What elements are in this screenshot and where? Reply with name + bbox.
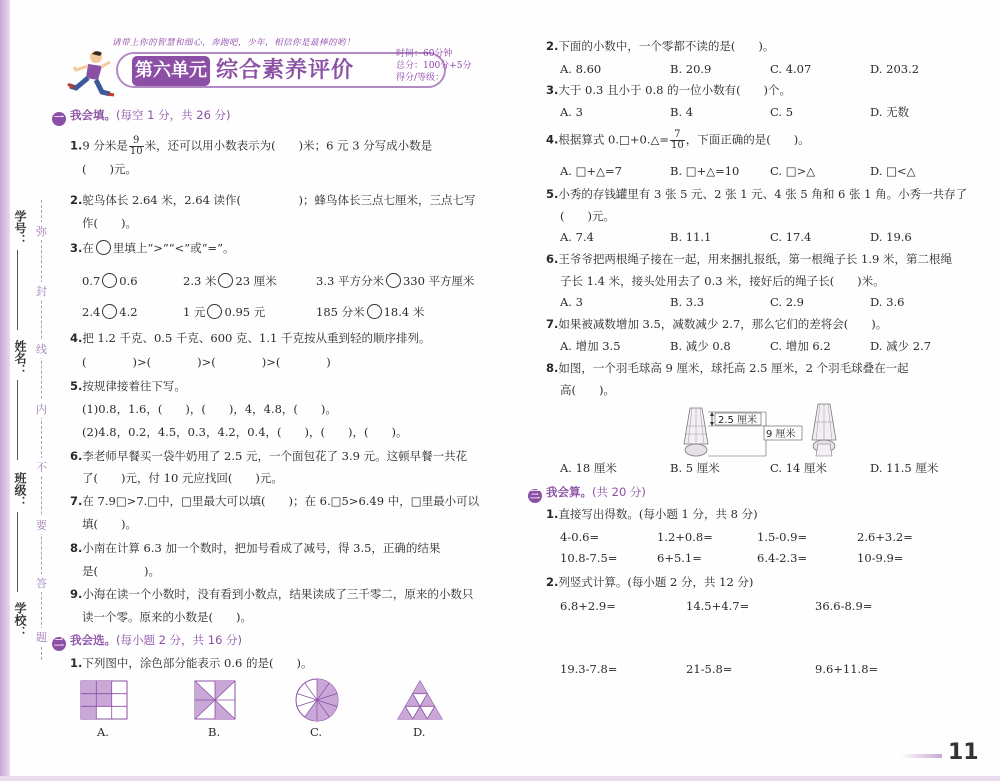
question-1-8-cont: 是( )。	[82, 564, 160, 578]
option[interactable]: A. 7.4	[560, 230, 594, 244]
seal-char: 要	[36, 516, 47, 534]
figure-c-circle[interactable]	[295, 678, 339, 722]
compare-row-1: 0.7 0.6	[82, 274, 138, 288]
section-title: 我会算。	[546, 485, 592, 499]
option[interactable]: D. □<△	[870, 164, 916, 178]
question-1-2: 2.鸵鸟体长 2.64 米，2.64 读作( )；蜂鸟体长三点七厘米，三点七写	[70, 193, 476, 207]
slogan: 请带上你的智慧和细心，奔跑吧，少年，相信你是最棒的哟！	[112, 38, 356, 48]
option[interactable]: D. 11.5 厘米	[870, 461, 939, 475]
page-number: 11	[948, 740, 979, 765]
question-3-1: 1.直接写出得数。(每小题 1 分，共 8 分)	[546, 507, 758, 521]
student-number-label: 学号：	[13, 210, 27, 246]
school-label: 学校：	[13, 602, 27, 638]
shuttlecock-figure	[680, 400, 850, 458]
option[interactable]: B. 20.9	[670, 62, 712, 76]
question-1-6-cont: 了( )元，付 10 元应找回( )元。	[82, 471, 283, 485]
page-number-ribbon	[900, 754, 942, 758]
option[interactable]: C. 5	[770, 105, 794, 119]
option[interactable]: B. 4	[670, 105, 694, 119]
option[interactable]: C. 14 厘米	[770, 461, 827, 475]
option[interactable]: D. 减少 2.7	[870, 339, 932, 353]
figure-d-triangle[interactable]	[397, 680, 443, 720]
option[interactable]: A. 3	[560, 295, 583, 309]
question-2-6-cont: 子长 1.4 米，接头处用去了 0.3 米，接好后的绳子长( )米。	[560, 274, 885, 288]
option[interactable]: B. 11.1	[670, 230, 712, 244]
option[interactable]: C. 4.07	[770, 62, 812, 76]
answer-circle	[96, 240, 111, 255]
compare-circle[interactable]	[386, 273, 401, 288]
compare-row-2: 1 元 0.95 元	[183, 305, 266, 319]
seal-char: 题	[36, 628, 47, 646]
option[interactable]: B. 3.3	[670, 295, 705, 309]
vertical-calc-item[interactable]: 6.8+2.9=	[560, 599, 616, 613]
option-b-label: B.	[208, 725, 221, 739]
name-label: 姓名：	[13, 340, 27, 376]
vertical-calc-item[interactable]: 36.6-8.9=	[815, 599, 873, 613]
page-title: 综合素养评价	[216, 58, 355, 83]
option[interactable]: B. □+△=10	[670, 164, 740, 178]
section-points: (每空 1 分，共 26 分)	[116, 108, 231, 122]
compare-circle[interactable]	[207, 304, 222, 319]
option[interactable]: D. 19.6	[870, 230, 912, 244]
oral-calc-item[interactable]: 2.6+3.2=	[857, 530, 913, 544]
binding-strip	[8, 200, 54, 660]
compare-row-2: 185 分米 18.4 米	[316, 305, 425, 319]
question-2-8: 8.如图，一个羽毛球高 9 厘米，球托高 2.5 厘米，2 个羽毛球叠在一起	[546, 361, 909, 375]
question-1-9-cont: 读一个零。原来的小数是( )。	[82, 610, 252, 624]
option[interactable]: C. 2.9	[770, 295, 804, 309]
option[interactable]: B. 5 厘米	[670, 461, 720, 475]
question-2-2: 2.下面的小数中，一个零都不读的是( )。	[546, 39, 775, 53]
bottom-color-band	[0, 776, 1000, 781]
question-1-7: 7.在 7.9□>7.□中，□里最大可以填( )；在 6.□5>6.49 中，□里最小可以	[70, 494, 480, 508]
oral-calc-item[interactable]: 10.8-7.5=	[560, 551, 618, 565]
option-a-label: A.	[97, 725, 109, 739]
oral-calc-item[interactable]: 10-9.9=	[857, 551, 904, 565]
section-title: 我会填。	[70, 108, 116, 122]
unit-header	[60, 34, 472, 100]
oral-calc-item[interactable]: 1.2+0.8=	[657, 530, 713, 544]
cork-height-label: 2.5 厘米	[718, 415, 758, 426]
option[interactable]: A. 增加 3.5	[560, 339, 621, 353]
oral-calc-item[interactable]: 6.4-2.3=	[757, 551, 808, 565]
option[interactable]: A. 8.60	[560, 62, 602, 76]
vertical-calc-item[interactable]: 21-5.8=	[686, 662, 733, 676]
name-blank[interactable]	[17, 380, 18, 460]
question-3-2: 2.列竖式计算。(每小题 2 分，共 12 分)	[546, 575, 754, 589]
oral-calc-item[interactable]: 4-0.6=	[560, 530, 600, 544]
option[interactable]: A. 18 厘米	[560, 461, 617, 475]
compare-circle[interactable]	[218, 273, 233, 288]
class-label: 班级：	[13, 472, 27, 508]
figure-a-grid[interactable]	[80, 680, 128, 720]
question-1-5-sub1: (1)0.8，1.6，( )，( )，4，4.8，( )。	[82, 402, 337, 416]
compare-row-1: 3.3 平方分米 330 平方厘米	[316, 274, 475, 288]
option[interactable]: C. 增加 6.2	[770, 339, 831, 353]
figure-b-square[interactable]	[194, 680, 236, 720]
runner-illustration	[66, 48, 116, 100]
compare-circle[interactable]	[367, 304, 382, 319]
section-2-heading	[52, 632, 242, 651]
oral-calc-item[interactable]: 1.5-0.9=	[757, 530, 808, 544]
class-blank[interactable]	[17, 512, 18, 592]
compare-circle[interactable]	[102, 273, 117, 288]
section-title: 我会选。	[70, 633, 116, 647]
exam-meta	[396, 48, 471, 84]
option[interactable]: B. 减少 0.8	[670, 339, 731, 353]
question-1-9: 9.小海在读一个小数时，没有看到小数点，结果读成了三千零二，原来的小数只	[70, 587, 474, 601]
oral-calc-item[interactable]: 6+5.1=	[657, 551, 702, 565]
question-2-1: 1.下列图中，涂色部分能表示 0.6 的是( )。	[70, 656, 313, 670]
option[interactable]: D. 203.2	[870, 62, 920, 76]
score-info: 总分：100分+5分	[396, 61, 472, 71]
question-2-4: 4.根据算式 0.□+0.△= $\frac{7}{10}$ ，下面正确的是( )。	[546, 129, 810, 151]
option[interactable]: A. 3	[560, 105, 583, 119]
question-1-8: 8.小南在计算 6.3 加一个数时，把加号看成了减号，得 3.5，正确的结果	[70, 541, 441, 555]
question-2-3: 3.大于 0.3 且小于 0.8 的一位小数有( )个。	[546, 83, 792, 97]
unit-tag: 第六单元	[132, 56, 210, 86]
question-2-5: 5.小秀的存钱罐里有 3 张 5 元、2 张 1 元、4 张 5 角和 6 张 1 角。小秀一共存了	[546, 187, 968, 201]
compare-row-2: 2.4 4.2	[82, 305, 138, 319]
option-d-label: D.	[413, 725, 426, 739]
question-1-1: 1.9 分米是 $\frac{9}{10}$ 米，还可以用小数表示为( )米；6 元 3 分写成小数是	[70, 135, 433, 157]
grade-field[interactable]: 得分/等级：	[396, 73, 445, 83]
section-points: (共 20 分)	[592, 485, 646, 499]
question-2-7: 7.如果被减数增加 3.5，减数减少 2.7，那么它们的差将会( )。	[546, 317, 888, 331]
question-1-6: 6.李老师早餐买一袋牛奶用了 2.5 元，一个面包花了 3.9 元。这顿早餐一共花	[70, 449, 468, 463]
vertical-calc-item[interactable]: 19.3-7.8=	[560, 662, 618, 676]
time-info: 时间：60分钟	[396, 49, 453, 59]
seal-char: 不	[36, 458, 47, 476]
question-1-5-sub2: (2)4.8，0.2，4.5，0.3，4.2，0.4，( )，( )，( )。	[82, 425, 408, 439]
compare-row-1: 2.3 米 23 厘米	[183, 274, 277, 288]
question-2-5-cont: ( )元。	[560, 209, 615, 223]
shuttle-height-label: 9 厘米	[766, 429, 796, 440]
question-1-2-cont: 作( )。	[82, 216, 137, 230]
vertical-calc-item[interactable]: 9.6+11.8=	[815, 662, 879, 676]
option[interactable]: D. 3.6	[870, 295, 905, 309]
seal-char: 内	[36, 400, 47, 418]
question-2-8-cont: 高( )。	[560, 383, 615, 397]
compare-circle[interactable]	[102, 304, 117, 319]
question-1-3: 3.在 里填上“>”“<”或“=”。	[70, 241, 235, 255]
section-1-heading	[52, 107, 231, 126]
student-number-blank[interactable]	[17, 250, 18, 330]
shuttlecock-icon	[684, 408, 708, 456]
question-1-7-cont: 填( )。	[82, 517, 137, 531]
section-number-badge: 一	[54, 113, 64, 124]
question-1-4: 4.把 1.2 千克、0.5 千克、600 克、1.1 千克按从重到轻的顺序排列。	[70, 331, 431, 345]
option[interactable]: C. □>△	[770, 164, 816, 178]
option[interactable]: A. □+△=7	[560, 164, 622, 178]
section-points: (每小题 2 分，共 16 分)	[116, 633, 243, 647]
option[interactable]: C. 17.4	[770, 230, 812, 244]
question-1-1-cont: ( )元。	[82, 162, 137, 176]
seal-char: 弥	[36, 222, 47, 240]
seal-char: 封	[36, 282, 47, 300]
option[interactable]: D. 无数	[870, 105, 910, 119]
vertical-calc-item[interactable]: 14.5+4.7=	[686, 599, 750, 613]
seal-char: 线	[36, 340, 47, 358]
question-2-6: 6.王爷爷把两根绳子接在一起，用来捆扎报纸，第一根绳子长 1.9 米，第二根绳	[546, 252, 952, 266]
question-1-4-cont: ( )>( )>( )>( )	[82, 355, 331, 369]
section-number-badge: 三	[530, 490, 540, 501]
section-number-badge: 二	[54, 638, 64, 649]
seal-char: 答	[36, 574, 47, 592]
fraction: $\frac{7}{10}$	[670, 129, 684, 151]
fraction: $\frac{9}{10}$	[129, 135, 143, 157]
option-c-label: C.	[310, 725, 323, 739]
section-3-heading	[528, 484, 646, 503]
question-1-5: 5.按规律接着往下写。	[70, 379, 186, 393]
shuttlecock-icon	[812, 404, 836, 456]
